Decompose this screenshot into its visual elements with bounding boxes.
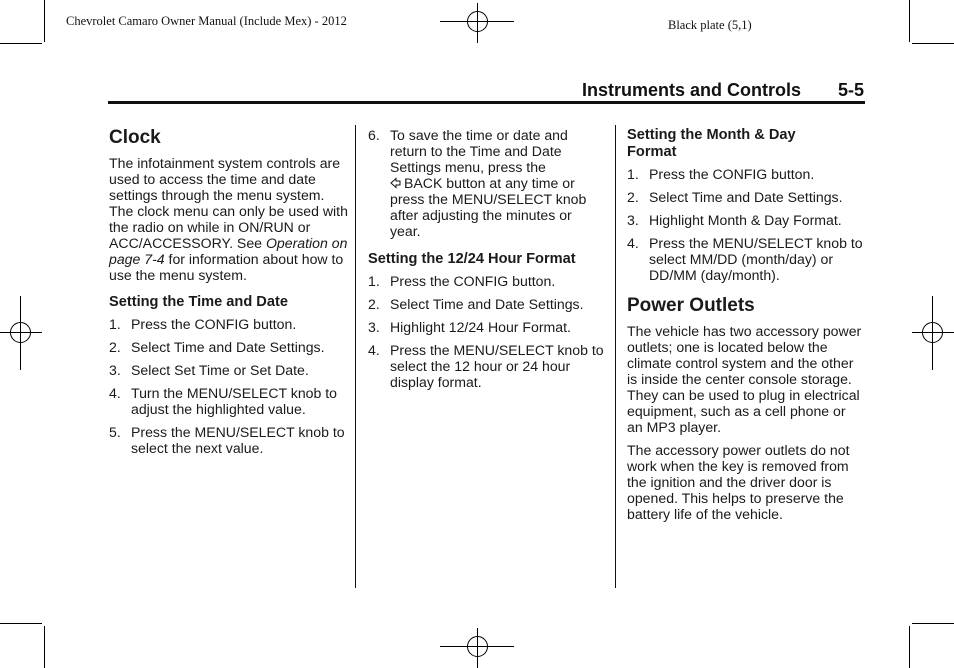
list-item (109, 316, 349, 332)
registration-mark-top (440, 0, 514, 46)
power-outlets-paragraph: The accessory power outlets do not work when the key is removed from the ignition and the driver door is opened. This helps to preserve the battery life of the vehicle. (627, 442, 850, 522)
time-date-steps (109, 316, 349, 456)
subheading-month-day-format: Setting the Month & Day Format (627, 127, 796, 160)
column-divider (615, 125, 616, 588)
section-heading-clock: Clock (109, 127, 161, 148)
step-number: 3. (109, 362, 121, 378)
step-number: 4. (368, 342, 380, 358)
list-item (368, 273, 604, 289)
column-1 (109, 127, 349, 465)
step-number: 3. (368, 319, 380, 335)
step-number: 1. (109, 316, 121, 332)
list-item (109, 385, 349, 417)
step-number: 2. (109, 339, 121, 355)
list-item (627, 166, 863, 182)
header-rule (108, 101, 865, 104)
step-text: To save the time or date and return to the Time and Date Settings menu, press the (390, 127, 568, 175)
step-text: Press the MENU/SELECT knob to select the 12 hour or 24 hour display format. (390, 342, 604, 390)
registration-mark-bottom (440, 624, 514, 668)
step-text: Press the MENU/SELECT knob to select the next value. (131, 424, 345, 456)
section-title: Instruments and Controls (582, 80, 802, 100)
clock-intro (109, 155, 349, 283)
registration-mark-left (0, 296, 42, 370)
crop-mark (909, 0, 910, 42)
time-date-steps-continued (368, 127, 604, 239)
step-text: Turn the MENU/SELECT knob to adjust the highlighted value. (131, 385, 338, 417)
step-text: Select Time and Date Settings. (131, 339, 325, 355)
step-number: 5. (109, 424, 121, 440)
step-text: Highlight Month & Day Format. (649, 212, 842, 228)
section-heading-power-outlets: Power Outlets (627, 295, 755, 316)
crop-mark (44, 626, 45, 668)
intro-text: The infotainment system controls are used to access the time and date settings through the menu system. The clock menu can only be used with the radio on while in ON/RUN or ACC/ACCESSORY. See (109, 155, 348, 251)
crop-mark (44, 0, 45, 42)
list-item (627, 212, 863, 228)
page-number: 5-5 (838, 80, 865, 100)
crop-mark (909, 626, 910, 668)
subheading-12-24-format: Setting the 12/24 Hour Format (368, 251, 576, 267)
cross-reference-link[interactable]: Operation on page 7-4 (109, 235, 348, 267)
step-number: 4. (109, 385, 121, 401)
crop-mark (912, 623, 954, 624)
list-item (109, 362, 349, 378)
hour-format-steps (368, 273, 604, 390)
crop-mark (0, 623, 42, 624)
intro-text-end: for information about how to use the menu system. (109, 251, 344, 283)
list-item (109, 339, 349, 355)
list-item (368, 127, 604, 239)
step-number: 1. (368, 273, 380, 289)
step-number: 3. (627, 212, 639, 228)
subheading-time-date: Setting the Time and Date (109, 294, 288, 310)
step-text: Select Time and Date Settings. (390, 296, 584, 312)
step-number: 6. (368, 127, 380, 143)
step-text: Press the MENU/SELECT knob to select MM/DD (month/day) or DD/MM (day/month). (649, 235, 863, 283)
list-item (368, 342, 604, 390)
step-number: 1. (627, 166, 639, 182)
step-text: Select Time and Date Settings. (649, 189, 843, 205)
list-item (627, 189, 863, 205)
power-outlets-paragraph: The vehicle has two accessory power outlets; one is located below the climate control system and the other is inside the center console storage. They can be used to plug in electrical equipment, such as a cell phone or an MP3 player. (627, 323, 862, 435)
step-text: Select Set Time or Set Date. (131, 362, 309, 378)
list-item (627, 235, 863, 283)
step-number: 2. (627, 189, 639, 205)
column-divider (355, 125, 356, 588)
column-2 (368, 127, 604, 399)
running-head-right: Black plate (5,1) (668, 18, 752, 32)
column-3 (627, 127, 863, 529)
step-number: 4. (627, 235, 639, 251)
month-day-steps (627, 166, 863, 283)
step-text: Press the CONFIG button. (649, 166, 815, 182)
step-text: Press the CONFIG button. (131, 316, 297, 332)
list-item (368, 319, 604, 335)
step-number: 2. (368, 296, 380, 312)
running-head-left: Chevrolet Camaro Owner Manual (Include Mex) - 2012 (66, 14, 347, 28)
crop-mark (912, 43, 954, 44)
list-item (109, 424, 349, 456)
list-item (368, 296, 604, 312)
crop-mark (0, 43, 42, 44)
back-arrow-icon (390, 176, 401, 188)
step-text-continued: BACK button at any time or press the MENU/SELECT knob after adjusting the minutes or year. (390, 175, 587, 239)
registration-mark-right (912, 296, 954, 370)
step-text: Highlight 12/24 Hour Format. (390, 319, 571, 335)
step-text: Press the CONFIG button. (390, 273, 556, 289)
